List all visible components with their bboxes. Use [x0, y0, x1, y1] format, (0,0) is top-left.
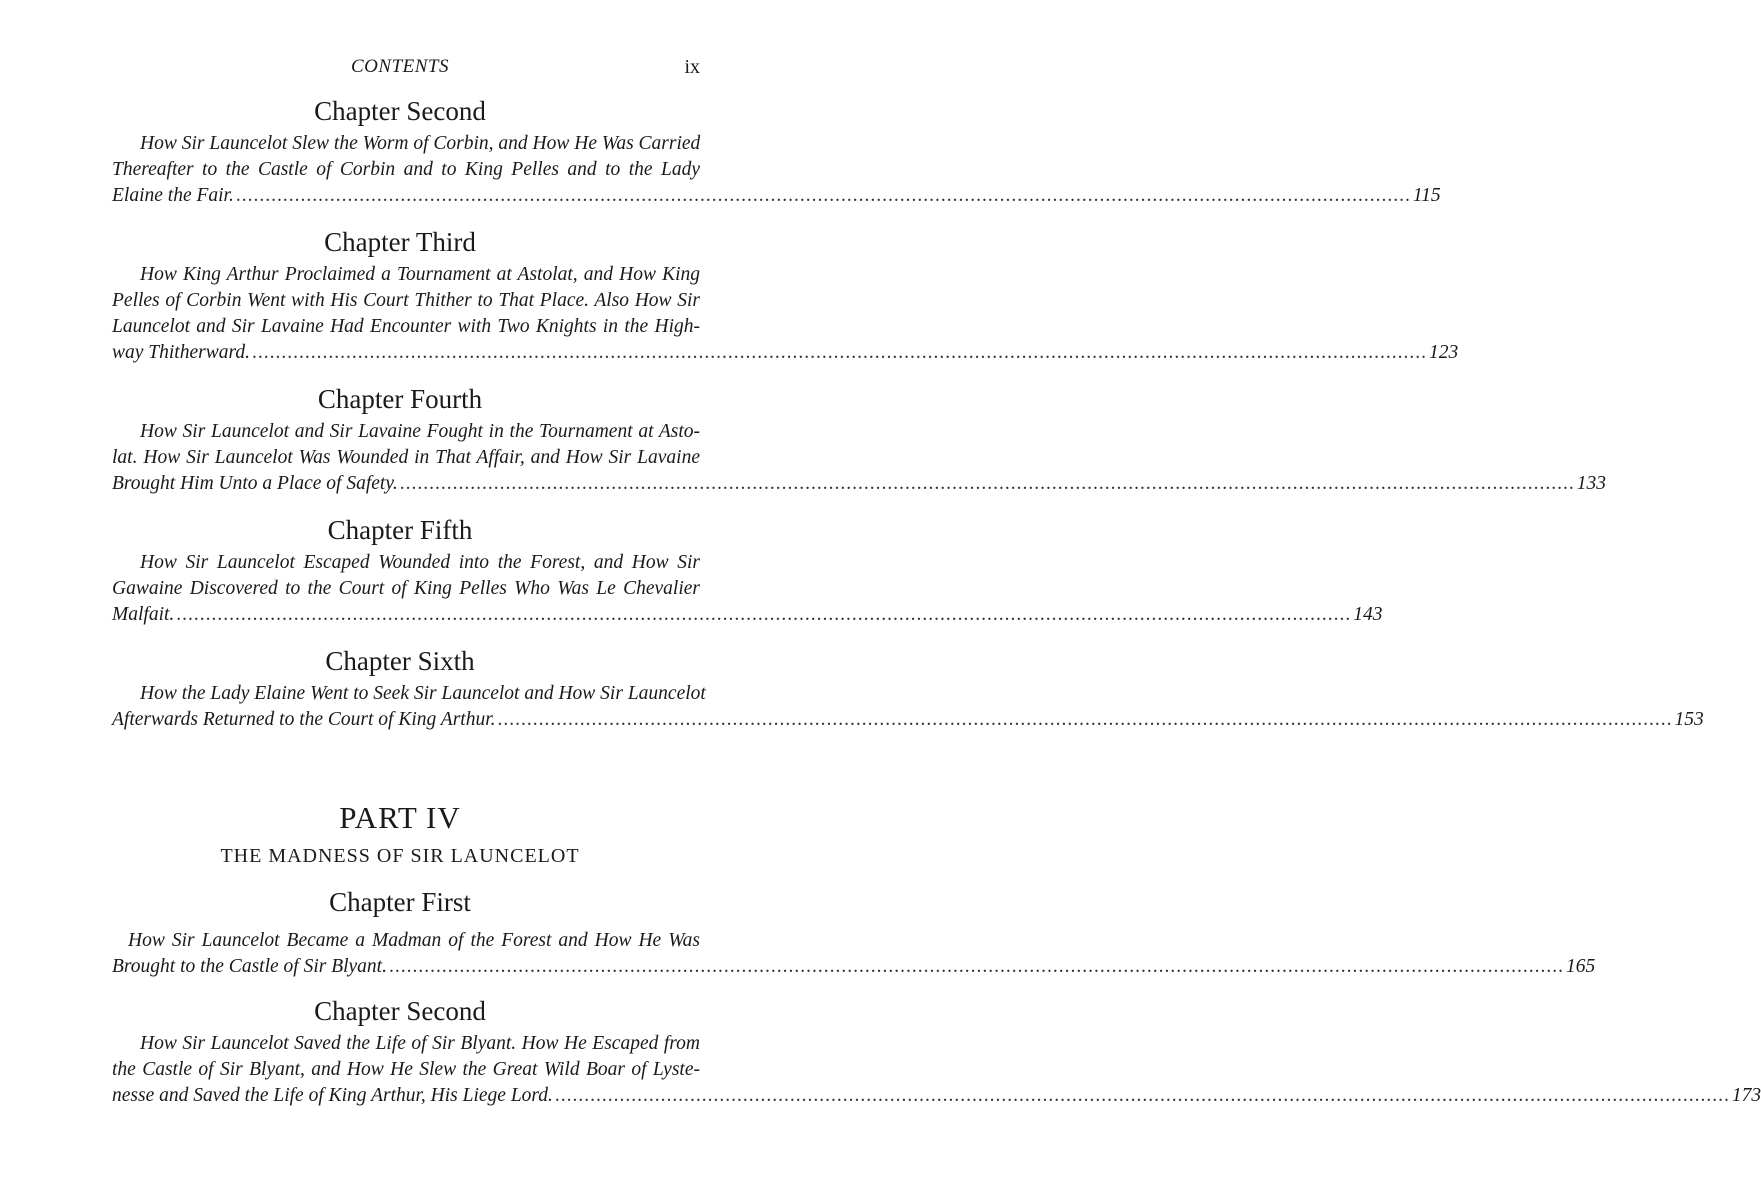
dot-leader: ........................................................................................................................................................................................................	[388, 956, 1564, 977]
dot-leader: ........................................................................................................................................................................................................	[497, 709, 1673, 730]
entry-line: How King Arthur Proclaimed a Tournament at Astolat, and How King	[140, 264, 700, 285]
dot-leader: ........................................................................................................................................................................................................	[251, 342, 1427, 363]
chapter-title: Chapter Third	[324, 227, 476, 257]
entry-line: How Sir Launcelot Slew the Worm of Corbin, and How He Was Carried	[140, 133, 701, 154]
entry-line: Gawaine Discovered to the Court of King Pelles Who Was Le Chevalier	[112, 578, 700, 599]
toc-entry[interactable]	[112, 419, 1607, 497]
entry-line: Brought to the Castle of Sir Blyant.	[112, 956, 387, 977]
dot-leader: ........................................................................................................................................................................................................	[235, 185, 1411, 206]
toc-entry[interactable]	[112, 131, 1441, 209]
running-head	[0, 56, 800, 80]
part-subtitle: THE MADNESS OF SIR LAUNCELOT	[220, 845, 580, 867]
entry-line-last	[112, 1083, 1761, 1109]
chapter-title: Chapter First	[329, 887, 471, 917]
entry-line-last	[112, 707, 1704, 733]
running-title: CONTENTS	[351, 56, 449, 77]
page-ref: 123	[1428, 342, 1459, 363]
toc-entry[interactable]	[112, 262, 1459, 366]
entry-line-last	[112, 183, 1441, 209]
toc-entry[interactable]	[112, 928, 1596, 980]
entry-line: Launcelot and Sir Lavaine Had Encounter with Two Knights in the High-	[112, 316, 700, 337]
chapter-title: Chapter Sixth	[325, 646, 475, 676]
dot-leader: ........................................................................................................................................................................................................	[176, 604, 1352, 625]
entry-line: Thereafter to the Castle of Corbin and to King Pelles and to the Lady	[112, 159, 700, 180]
entry-line: How Sir Launcelot and Sir Lavaine Fought in the Tournament at Asto-	[140, 421, 700, 442]
dot-leader: ........................................................................................................................................................................................................	[399, 473, 1575, 494]
entry-line-last	[112, 954, 1596, 980]
chapter-title: Chapter Fifth	[327, 515, 473, 545]
page-ref: 115	[1412, 185, 1441, 206]
page-ref: 153	[1674, 709, 1704, 730]
dot-leader: ........................................................................................................................................................................................................	[554, 1085, 1730, 1106]
entry-line: How Sir Launcelot Saved the Life of Sir Blyant. How He Escaped from	[140, 1033, 700, 1054]
entry-line: How the Lady Elaine Went to Seek Sir Launcelot and How Sir Launcelot	[140, 683, 706, 704]
toc-entry[interactable]	[112, 550, 1383, 628]
entry-line: How Sir Launcelot Escaped Wounded into the Forest, and How Sir	[140, 552, 700, 573]
page-ref: 133	[1576, 473, 1607, 494]
chapter-title: Chapter Second	[314, 96, 486, 126]
entry-line-last	[112, 602, 1383, 628]
page-ref: 165	[1565, 956, 1596, 977]
page-ref: 143	[1353, 604, 1383, 625]
chapter-title: Chapter Second	[314, 996, 486, 1026]
toc-entry[interactable]	[112, 681, 1704, 733]
entry-line: Elaine the Fair.	[112, 185, 234, 206]
entry-line-last	[112, 471, 1607, 497]
entry-line: How Sir Launcelot Became a Madman of the Forest and How He Was	[128, 930, 700, 951]
entry-line: Afterwards Returned to the Court of King Arthur.	[112, 709, 496, 730]
toc-entry[interactable]	[112, 1031, 1761, 1109]
page-ref: 173	[1731, 1085, 1761, 1106]
entry-line: lat. How Sir Launcelot Was Wounded in That Affair, and How Sir Lavaine	[112, 447, 700, 468]
entry-line: nesse and Saved the Life of King Arthur, His Liege Lord.	[112, 1085, 553, 1106]
entry-line: the Castle of Sir Blyant, and How He Slew the Great Wild Boar of Lyste-	[112, 1059, 700, 1080]
entry-line: way Thitherward.	[112, 342, 250, 363]
entry-line-last	[112, 340, 1459, 366]
chapter-title: Chapter Fourth	[317, 384, 483, 414]
entry-line: Pelles of Corbin Went with His Court Thither to That Place. Also How Sir	[112, 290, 700, 311]
entry-line: Brought Him Unto a Place of Safety.	[112, 473, 398, 494]
entry-line: Malfait.	[112, 604, 175, 625]
part-title: PART IV	[339, 800, 461, 835]
page-number: ix	[684, 56, 700, 78]
